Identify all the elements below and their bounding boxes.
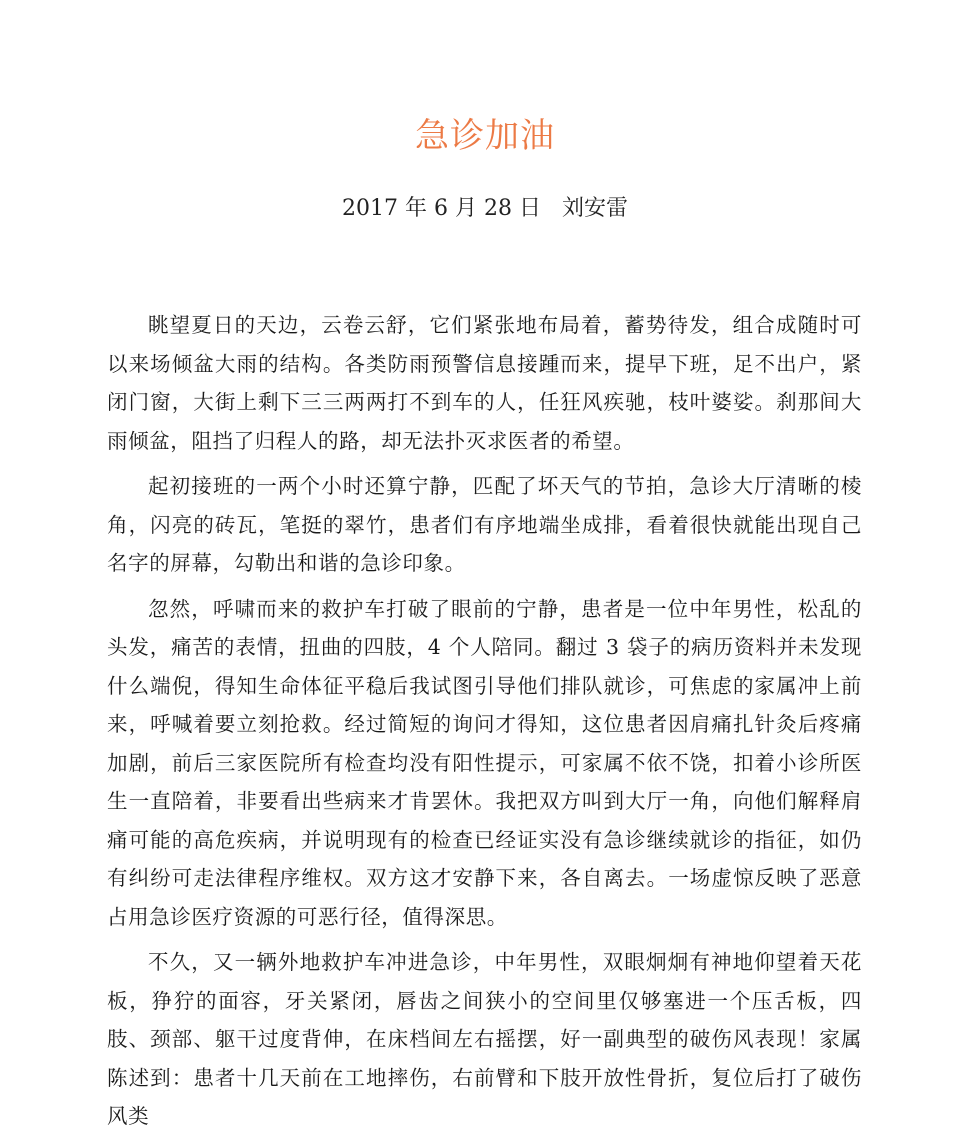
article-author: 刘安雷 [561, 196, 628, 221]
paragraph: 不久，又一辆外地救护车冲进急诊，中年男性，双眼炯炯有神地仰望着天花板，狰狞的面容，牙关紧闭，唇齿之间狭小的空间里仅够塞进一个压舌板，四肢、颈部、躯干过度背伸，在床档间左右摇摆，好一副典型的破伤风表现！家属陈述到：患者十几天前在工地摔伤，右前臂和下肢开放性骨折，复位后打了破伤风类 [107, 950, 862, 1128]
paragraph: 眺望夏日的天边，云卷云舒，它们紧张地布局着，蓄势待发，组合成随时可以来场倾盆大雨的结构。各类防雨预警信息接踵而来，提早下班，足不出户，紧闭门窗，大街上剩下三三两两打不到车的人，任狂风疾驰，枝叶婆娑。刹那间大雨倾盆，阻挡了归程人的路，却无法扑灭求医者的希望。 [107, 313, 862, 453]
article-date: 2017 年 6 月 28 日 [342, 196, 541, 221]
paragraph: 起初接班的一两个小时还算宁静，匹配了坏天气的节拍，急诊大厅清晰的棱角，闪亮的砖瓦，笔挺的翠竹，患者们有序地端坐成排，看着很快就能出现自己名字的屏幕，勾勒出和谐的急诊印象。 [107, 474, 862, 575]
paragraph: 忽然，呼啸而来的救护车打破了眼前的宁静，患者是一位中年男性，松乱的头发，痛苦的表情，扭曲的四肢，4 个人陪同。翻过 3 袋子的病历资料并未发现什么端倪，得知生命体征平稳后我试图引导他们排队就诊，可焦虑的家属冲上前来，呼喊着要立刻抢救。经过简短的询问才得知，这位患者因肩痛扎针灸后疼痛加剧，前后三家医院所有检查均没有阳性提示，可家属不依不饶，扣着小诊所医生一直陪着，非要看出些病来才肯罢休。我把双方叫到大厅一角，向他们解释肩痛可能的高危疾病，并说明现有的检查已经证实没有急诊继续就诊的指征，如仍有纠纷可走法律程序维权。双方这才安静下来，各自离去。一场虚惊反映了恶意占用急诊医疗资源的可恶行径，值得深思。 [107, 596, 862, 929]
article-body [107, 306, 862, 1143]
article-byline [0, 194, 970, 224]
article-title: 急诊加油 [415, 116, 555, 156]
